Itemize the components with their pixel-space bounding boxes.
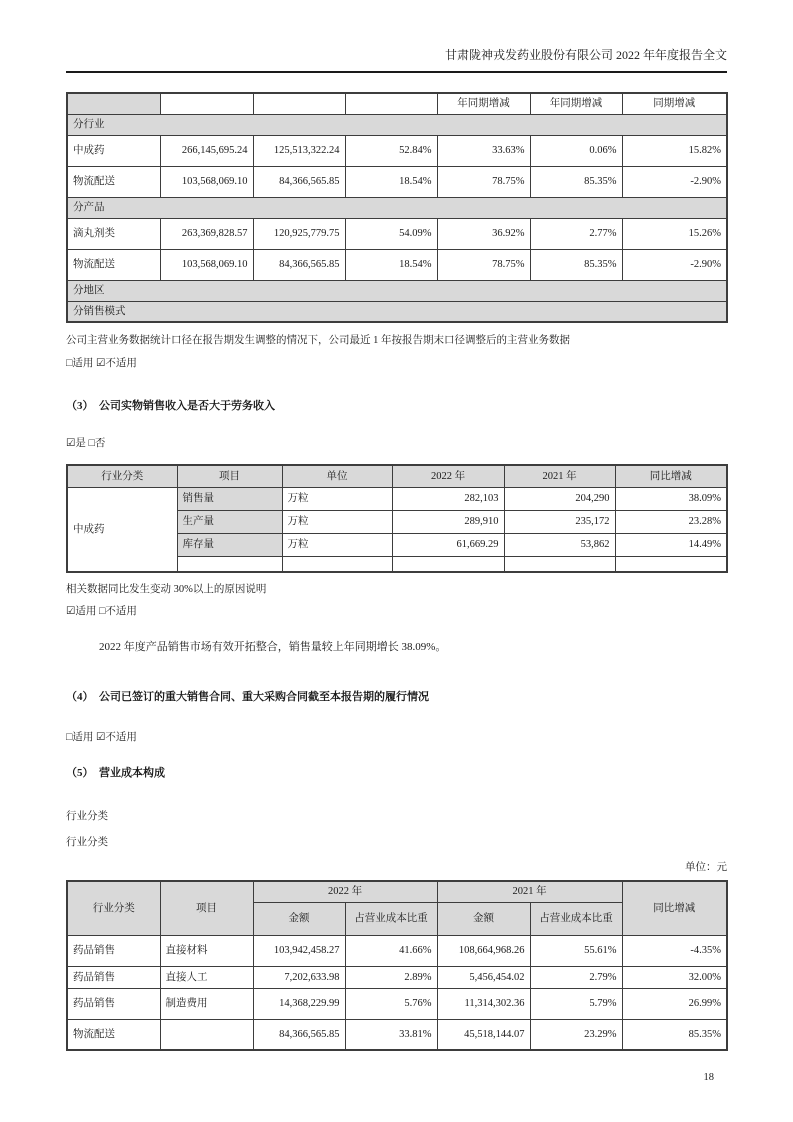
change-reason-checkbox-line: ☑适用 □不适用 (66, 606, 137, 617)
header-cell: 行业分类 (67, 881, 160, 935)
unit-label: 单位：元 (685, 862, 727, 873)
section-3-checkbox-line: ☑是 □否 (66, 438, 106, 449)
value-2022-cell: 61,669.29 (392, 533, 504, 556)
volume-table (66, 464, 728, 573)
percent-cell: 52.84% (345, 135, 437, 166)
table-row (67, 1019, 727, 1050)
percent-cell: 85.35% (530, 249, 622, 280)
percent-cell: -2.90% (622, 249, 727, 280)
value-2021-cell: 204,290 (504, 487, 615, 510)
empty-cell (392, 556, 504, 572)
row-label-cell: 中成药 (67, 135, 160, 166)
header-cell: 年同期增减 (437, 93, 530, 114)
row-label-cell: 物流配送 (67, 166, 160, 197)
header-cell (67, 93, 160, 114)
header-cell: 同比增减 (622, 881, 727, 935)
ratio-cell: 2.79% (530, 966, 622, 988)
yoy-cell: 32.00% (622, 966, 727, 988)
header-cell: 单位 (282, 465, 392, 487)
header-cell: 同比增减 (615, 465, 727, 487)
row-label-cell: 滴丸剂类 (67, 218, 160, 249)
section-3-heading: （3） 公司实物销售收入是否大于劳务收入 (66, 400, 275, 412)
header-cell: 金额 (437, 902, 530, 935)
table-row (67, 935, 727, 966)
empty-cell (615, 556, 727, 572)
header-divider (66, 71, 727, 73)
industry-cell: 药品销售 (67, 988, 160, 1019)
percent-cell: 85.35% (530, 166, 622, 197)
row-label-cell: 物流配送 (67, 249, 160, 280)
amount-cell: 11,314,302.36 (437, 988, 530, 1019)
header-cell: 占营业成本比重 (345, 902, 437, 935)
percent-cell: 18.54% (345, 249, 437, 280)
table-header-row (67, 465, 727, 487)
table-row (67, 988, 727, 1019)
header-cell: 金额 (253, 902, 345, 935)
amount-cell: 263,369,828.57 (160, 218, 253, 249)
ratio-cell: 2.89% (345, 966, 437, 988)
header-cell (253, 93, 345, 114)
item-cell: 直接材料 (160, 935, 253, 966)
header-cell: 年同期增减 (530, 93, 622, 114)
header-cell (345, 93, 437, 114)
yoy-cell: 85.35% (622, 1019, 727, 1050)
amount-cell: 103,568,069.10 (160, 249, 253, 280)
yoy-cell: 26.99% (622, 988, 727, 1019)
unit-cell: 万粒 (282, 510, 392, 533)
item-cell: 生产量 (177, 510, 282, 533)
ratio-cell: 41.66% (345, 935, 437, 966)
amount-cell: 84,366,565.85 (253, 249, 345, 280)
yoy-cell: 14.49% (615, 533, 727, 556)
industry-cell: 药品销售 (67, 966, 160, 988)
amount-cell: 103,568,069.10 (160, 166, 253, 197)
item-cell: 制造费用 (160, 988, 253, 1019)
table-row (67, 249, 727, 280)
header-cell: 同期增减 (622, 93, 727, 114)
adjustment-note: 公司主营业务数据统计口径在报告期发生调整的情况下，公司最近 1 年按报告期末口径调整后的主营业务数据 (66, 335, 570, 346)
value-2021-cell: 235,172 (504, 510, 615, 533)
percent-cell: 2.77% (530, 218, 622, 249)
ratio-cell: 23.29% (530, 1019, 622, 1050)
industry-cell: 中成药 (67, 487, 177, 572)
table-row (67, 166, 727, 197)
ratio-cell: 33.81% (345, 1019, 437, 1050)
industry-classification-label: 行业分类 (66, 837, 108, 848)
table-header-row (67, 881, 727, 902)
table-header-row (67, 93, 727, 114)
item-cell (160, 1019, 253, 1050)
section-label: 分产品 (67, 197, 727, 218)
adjustment-checkbox-line: □适用 ☑不适用 (66, 358, 137, 369)
table-row (67, 218, 727, 249)
industry-cell: 物流配送 (67, 1019, 160, 1050)
section-row (67, 280, 727, 301)
change-explanation: 2022 年度产品销售市场有效开拓整合，销售量较上年同期增长 38.09%。 (99, 641, 447, 653)
yoy-cell: 23.28% (615, 510, 727, 533)
item-cell: 库存量 (177, 533, 282, 556)
percent-cell: 36.92% (437, 218, 530, 249)
header-cell: 2021 年 (437, 881, 622, 902)
amount-cell: 14,368,229.99 (253, 988, 345, 1019)
empty-cell (177, 556, 282, 572)
percent-cell: 78.75% (437, 166, 530, 197)
ratio-cell: 55.61% (530, 935, 622, 966)
yoy-cell: -4.35% (622, 935, 727, 966)
change-reason-note: 相关数据同比发生变动 30%以上的原因说明 (66, 584, 267, 595)
industry-classification-label: 行业分类 (66, 811, 108, 822)
header-cell: 2021 年 (504, 465, 615, 487)
table-row (67, 487, 727, 510)
header-cell (160, 93, 253, 114)
amount-cell: 84,366,565.85 (253, 166, 345, 197)
value-2022-cell: 289,910 (392, 510, 504, 533)
percent-cell: 18.54% (345, 166, 437, 197)
value-2022-cell: 282,103 (392, 487, 504, 510)
percent-cell: 15.82% (622, 135, 727, 166)
percent-cell: 33.63% (437, 135, 530, 166)
amount-cell: 5,456,454.02 (437, 966, 530, 988)
header-cell: 2022 年 (253, 881, 437, 902)
section-5-heading: （5） 营业成本构成 (66, 767, 165, 779)
header-cell: 项目 (160, 881, 253, 935)
amount-cell: 108,664,968.26 (437, 935, 530, 966)
yoy-cell: 38.09% (615, 487, 727, 510)
section-label: 分地区 (67, 280, 727, 301)
amount-cell: 7,202,633.98 (253, 966, 345, 988)
page-number: 18 (703, 1072, 714, 1083)
unit-cell: 万粒 (282, 487, 392, 510)
header-cell: 2022 年 (392, 465, 504, 487)
item-cell: 直接人工 (160, 966, 253, 988)
section-label: 分销售模式 (67, 301, 727, 322)
item-cell: 销售量 (177, 487, 282, 510)
percent-cell: -2.90% (622, 166, 727, 197)
empty-cell (504, 556, 615, 572)
unit-cell: 万粒 (282, 533, 392, 556)
table-row (67, 135, 727, 166)
section-label: 分行业 (67, 114, 727, 135)
amount-cell: 45,518,144.07 (437, 1019, 530, 1050)
section-row (67, 301, 727, 322)
industry-cell: 药品销售 (67, 935, 160, 966)
percent-cell: 15.26% (622, 218, 727, 249)
header-cell: 占营业成本比重 (530, 902, 622, 935)
section-row (67, 114, 727, 135)
amount-cell: 120,925,779.75 (253, 218, 345, 249)
amount-cell: 84,366,565.85 (253, 1019, 345, 1050)
section-row (67, 197, 727, 218)
header-cell: 行业分类 (67, 465, 177, 487)
percent-cell: 0.06% (530, 135, 622, 166)
amount-cell: 103,942,458.27 (253, 935, 345, 966)
ratio-cell: 5.79% (530, 988, 622, 1019)
cost-composition-table (66, 880, 728, 1051)
amount-cell: 125,513,322.24 (253, 135, 345, 166)
main-business-table (66, 92, 728, 323)
percent-cell: 78.75% (437, 249, 530, 280)
ratio-cell: 5.76% (345, 988, 437, 1019)
amount-cell: 266,145,695.24 (160, 135, 253, 166)
empty-cell (282, 556, 392, 572)
section-4-heading: （4） 公司已签订的重大销售合同、重大采购合同截至本报告期的履行情况 (66, 691, 429, 703)
percent-cell: 54.09% (345, 218, 437, 249)
section-4-checkbox-line: □适用 ☑不适用 (66, 732, 137, 743)
page-title: 甘肃陇神戎发药业股份有限公司 2022 年年度报告全文 (444, 48, 727, 62)
value-2021-cell: 53,862 (504, 533, 615, 556)
table-row (67, 966, 727, 988)
header-cell: 项目 (177, 465, 282, 487)
